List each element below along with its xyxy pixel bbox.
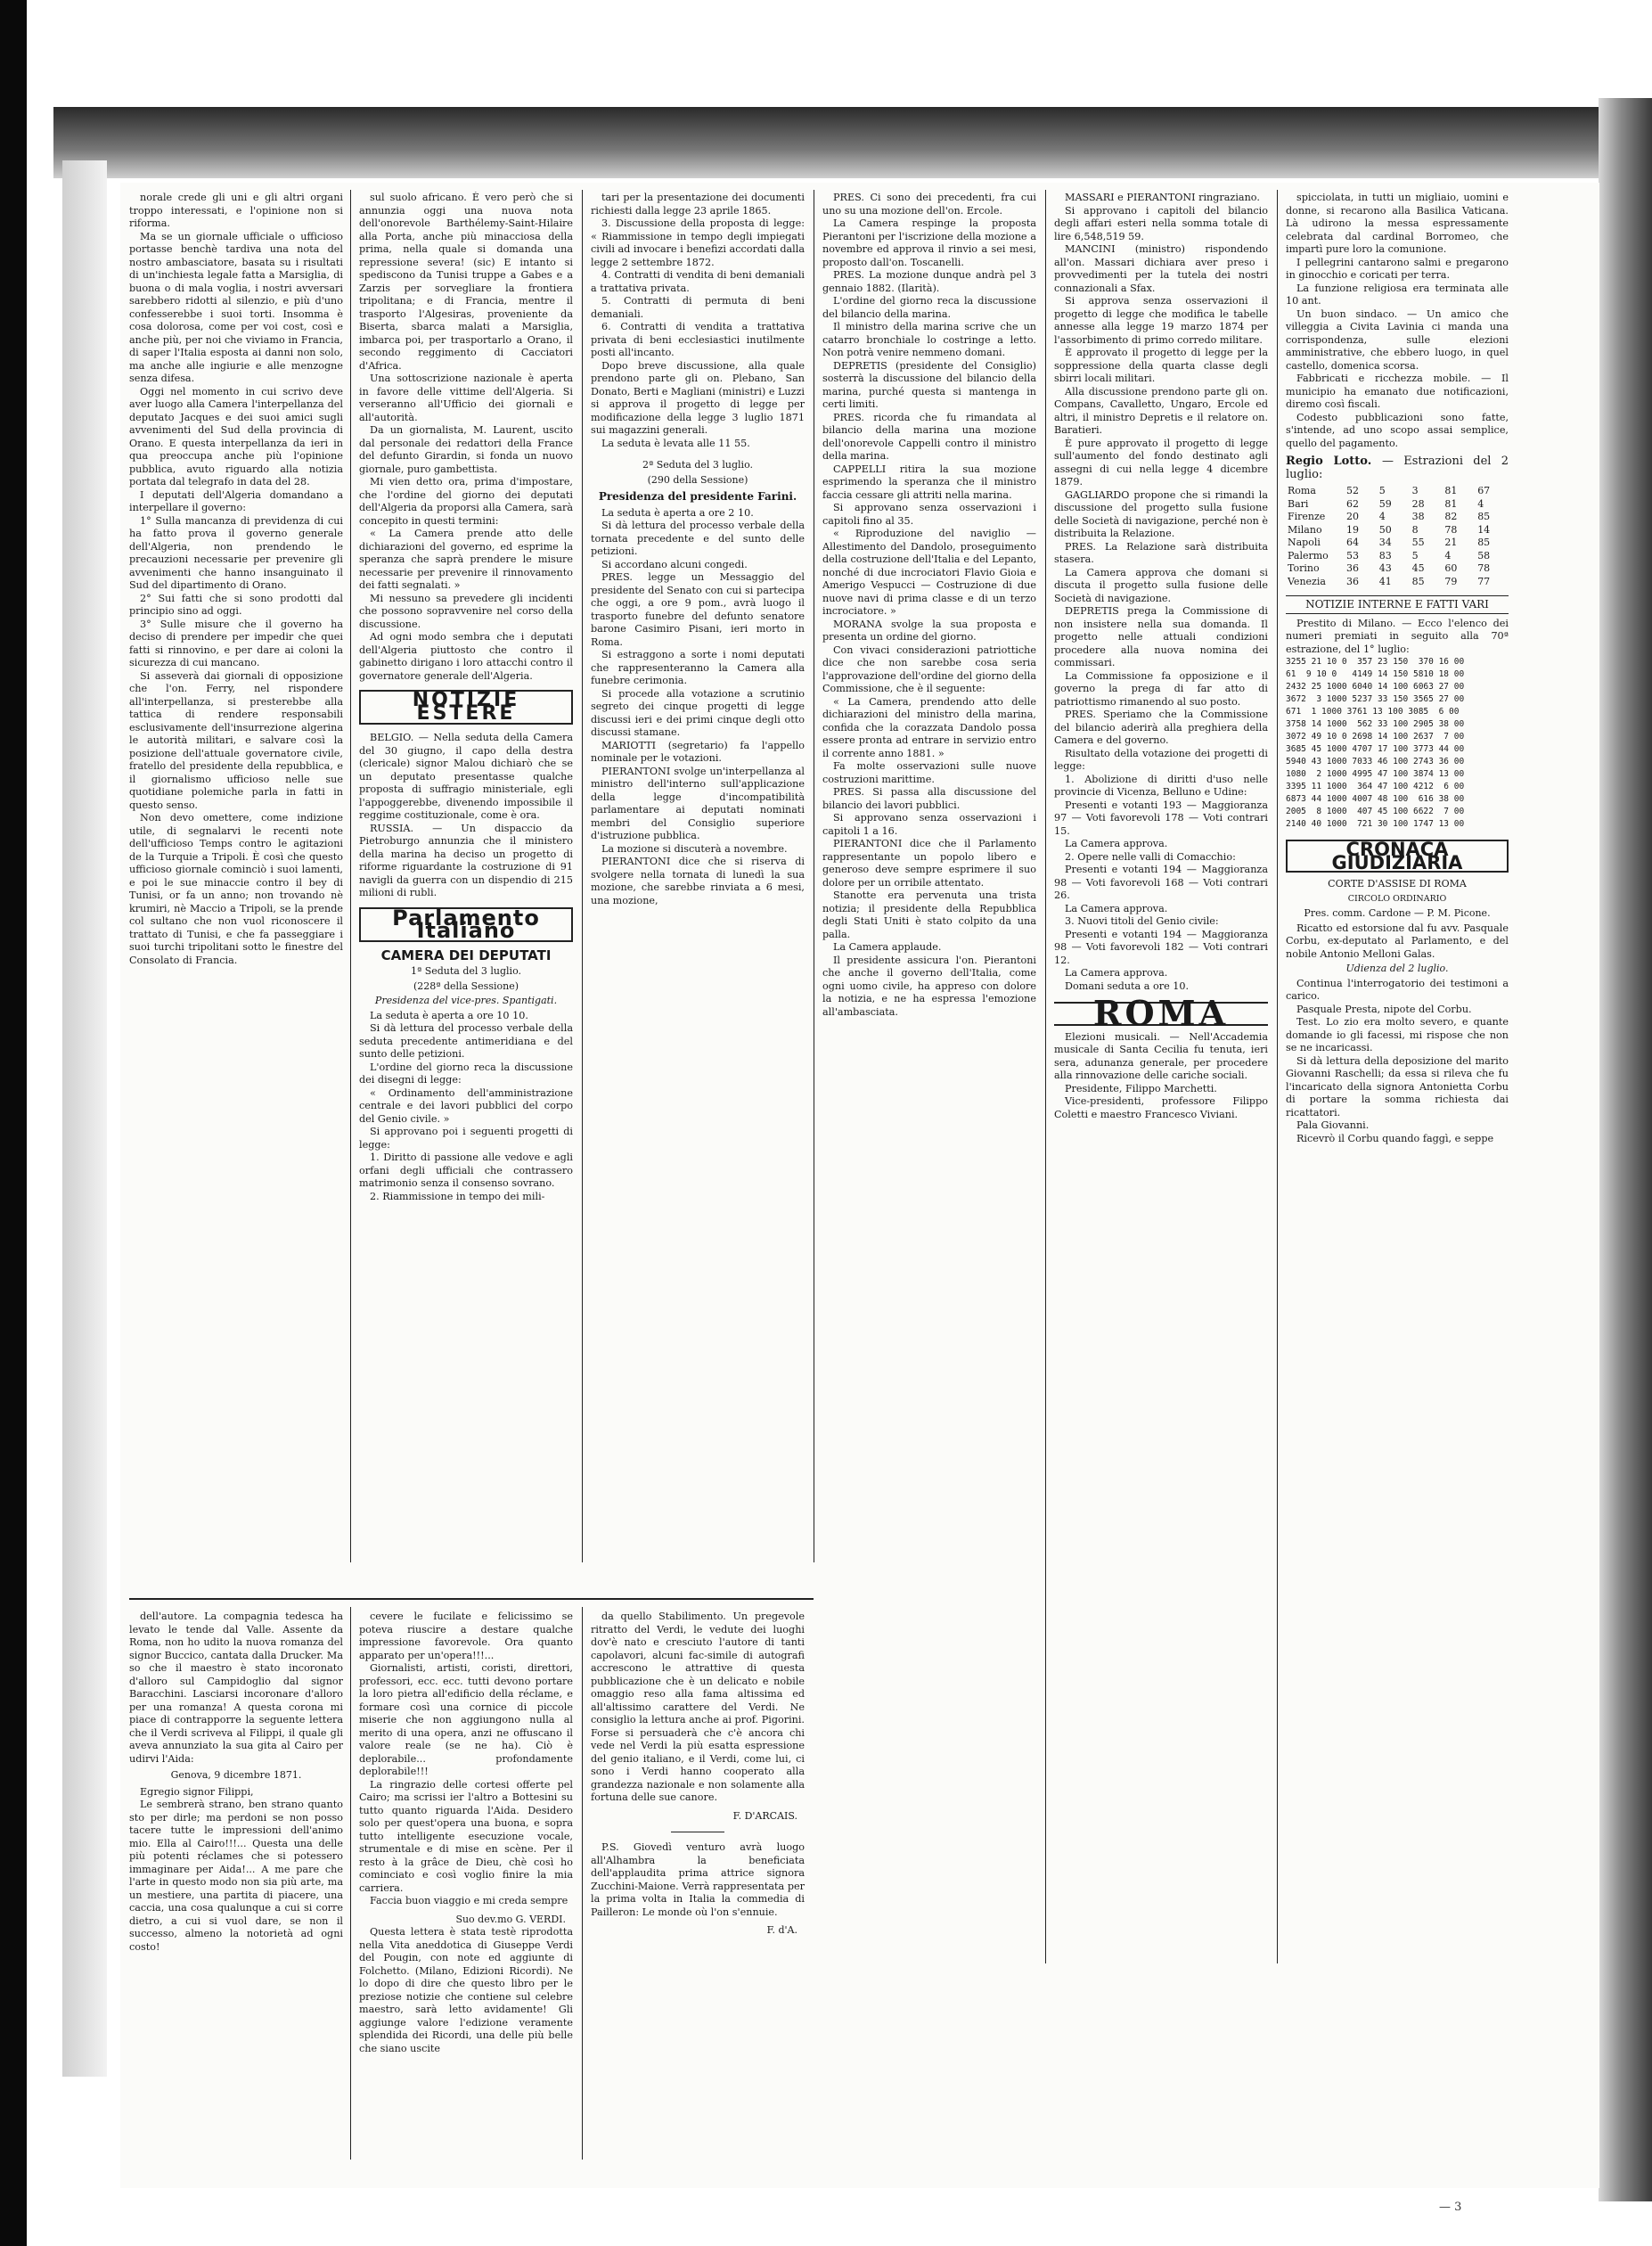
paragraph: 6. Contratti di vendita a trattativa privata di beni ecclesiastici inutilmente posti all'incanto.	[591, 321, 805, 358]
paragraph: Si dà lettura del processo verbale della tornata precedente e del sunto delle petizioni.	[591, 520, 805, 557]
paragraph: La Camera applaude.	[833, 941, 942, 953]
feuilleton-column-1	[129, 1611, 343, 2163]
paragraph: PRES. Ci sono dei precedenti, fra cui uno su una mozione dell'on. Ercole.	[822, 192, 1036, 217]
paragraph: La seduta è aperta a ore 2 10.	[601, 506, 754, 519]
paragraph: Pasquale Presta, nipote del Corbu.	[1296, 1003, 1472, 1015]
paragraph: La mozione si discuterà a novembre.	[601, 842, 788, 855]
lotto-number: 38	[1411, 511, 1425, 522]
feuilleton-rule	[129, 1598, 814, 1600]
prestito-row: 61 9 10 0 4149 14 150 5810 18 00	[1286, 669, 1465, 679]
paragraph: Questa lettera è stata testè riprodotta nella Vita aneddotica di Giuseppe Verdi del Pougin, con note ed aggiunte di Folchetto. (Milano, Edizioni Ricordi). Ne lo dopo di dire che questo libro per le preziose notizie che contiene sul celebre maestro, sarà letto avidamente! Gli aggiunge valore l'edizione veramente splendida dei Ricordi, una delle più belle che siano uscite	[359, 1926, 573, 2054]
column-rule	[350, 1607, 351, 2160]
prestito-row: 1080 2 1000 4995 47 100 3874 13 00	[1286, 769, 1465, 779]
paragraph: È approvato il progetto di legge per la soppressione della quarta classe degli sbirri locali militari.	[1054, 347, 1268, 384]
lotto-number: 53	[1346, 549, 1359, 562]
lotto-number: 81	[1444, 497, 1458, 510]
prestito-row: 3072 49 10 0 2698 14 100 2637 7 00	[1286, 732, 1465, 742]
paragraph: 2. Riammissione in tempo dei mili-	[370, 1190, 545, 1202]
paragraph: 5. Contratti di permuta di beni demaniali.	[591, 295, 805, 320]
lotto-number: 52	[1346, 485, 1359, 496]
paragraph: I pellegrini cantarono salmi e pregarono in ginocchio e coricati per terra.	[1286, 256, 1509, 281]
column-rule	[1277, 190, 1278, 1963]
paragraph: 1° Sulla mancanza di previdenza di cui ha fatto prova il governo generale dell'Algeria, non prendendo le precauzioni necessarie per prevenire gli avvenimenti che hanno insanguinato il Sud del dipartimento di Orano.	[129, 514, 343, 591]
lotto-number: 20	[1346, 511, 1359, 522]
paragraph: Si approva senza osservazioni il progetto di legge che modifica le tabelle annesse alla legge 19 marzo 1874 per l'assorbimento di primo corredo militare.	[1054, 295, 1268, 346]
page-number: — 3	[1439, 2201, 1462, 2214]
paragraph: 2. Opere nelle valli di Comacchio:	[1065, 850, 1236, 863]
paragraph: Stanotte era pervenuta una trista notizia; il presidente della Repubblica degli Stati Uniti è stato colpito da una palla.	[822, 889, 1036, 940]
paragraph: PRES. La Relazione sarà distribuita stasera.	[1054, 540, 1268, 565]
lotto-number: 19	[1346, 523, 1359, 536]
paragraph: Un buon sindaco. — Un amico che villeggia a Civita Lavinia ci manda una corrispondenza, sulle elezioni amministrative, che ebbero luogo, in quel castello, domenica scorsa.	[1286, 307, 1509, 372]
paragraph: PIERANTONI svolge un'interpellanza al ministro dell'interno sull'applicazione della legge d'incompatibilità parlamentare ai deputati nominati membri del Consiglio superiore d'istruzione pubblica.	[591, 765, 805, 841]
lotto-number: 78	[1477, 562, 1491, 574]
paragraph: Faccia buon viaggio e mi creda sempre	[370, 1895, 568, 1906]
paragraph: La Camera approva.	[1065, 967, 1168, 979]
paragraph: PRES. La mozione dunque andrà pel 3 gennaio 1882. (Ilarità).	[822, 269, 1036, 294]
prestito-row: 3255 21 10 0 357 23 150 370 16 00	[1286, 657, 1465, 667]
prestito-row: 2005 8 1000 407 45 100 6622 7 00	[1286, 807, 1465, 816]
column-rule	[350, 190, 351, 1562]
paragraph: Domani seduta a ore 10.	[1065, 980, 1190, 992]
paragraph: « La Camera, prendendo atto delle dichiarazioni del ministro della marina, confida che la corazzata Dandolo possa essere pronta ad entrare in servizio entro il corrente anno 1881. »	[822, 695, 1036, 759]
lotto-number: 4	[1378, 511, 1386, 522]
paragraph: La Camera approva che domani si discuta il progetto sulla fusione delle Società di navigazione.	[1054, 566, 1268, 604]
paragraph: Presenti e votanti 193 — Maggioranza 97 — Voti favorevoli 178 — Voti contrari 15.	[1054, 799, 1268, 837]
lotto-city: Milano	[1288, 523, 1322, 536]
paragraph: La Camera respinge la proposta Pierantoni per l'iscrizione della mozione a novembre ed approva il rinvio a sei mesi, proposto dall'on. Toscanelli.	[822, 217, 1036, 268]
paragraph: GAGLIARDO propone che si rimandi la discussione del progetto sulla fusione delle Società di navigazione, perché non è distribuita la Relazione.	[1054, 488, 1268, 539]
lotto-number: 60	[1444, 562, 1458, 574]
paragraph: Si approvano senza osservazioni i capitoli 1 a 16.	[822, 812, 1036, 837]
column-2	[359, 192, 573, 1582]
paragraph: Presidente, Filippo Marchetti.	[1065, 1082, 1217, 1094]
lotto-heading	[1286, 455, 1509, 481]
paragraph: PRES. legge un Messaggio del presidente del Senato con cui si partecipa che oggi, a ore 9 pom., avrà luogo il trasporto funebre del defunto senatore barone Casimiro Pisani, ieri morto in Roma.	[591, 571, 805, 648]
paragraph: 1. Abolizione di diritti d'uso nelle provincie di Vicenza, Belluno e Udine:	[1054, 773, 1268, 798]
paragraph: Mi nessuno sa prevedere gli incidenti che possono sopravvenire nel corso della discussione.	[359, 592, 573, 630]
paragraph: PRES. Si passa alla discussione del bilancio dei lavori pubblici.	[822, 786, 1036, 811]
lotto-number: 36	[1346, 575, 1359, 587]
paragraph: PIERANTONI dice che si riserva di svolgere nella tornata di lunedì la sua mozione, che sarebbe rinviata a 6 mesi, una mozione,	[591, 856, 805, 906]
paragraph: Continua l'interrogatorio dei testimoni a carico.	[1286, 977, 1509, 1002]
lotto-number: 58	[1477, 549, 1491, 562]
signature: F. d'A.	[766, 1924, 797, 1936]
subsection-title-camera: CAMERA DEI DEPUTATI	[380, 947, 552, 963]
prestito-row: 671 1 1000 3761 13 100 3085 6 00	[1286, 707, 1460, 717]
paragraph: La ringrazio delle cortesi offerte pel Cairo; ma scrissi ier l'altro a Bottesini su tutto quanto riguarda l'Aida. Desidero solo per quest'opera una buona, e sopra tutto intelligente esecuzione vocale, strumentale e di mise en scène. Per il resto à la grâce de Dieu, chè così ho cominciato e così voglio finire la mia carriera.	[359, 1778, 573, 1894]
lotto-city: Roma	[1288, 485, 1316, 496]
lotto-city: Venezia	[1288, 575, 1326, 587]
paragraph: 3. Discussione della proposta di legge: « Riammissione in tempo degli impiegati civili ad invocare i benefizi accordati dalla legge 2 settembre 1872.	[591, 217, 805, 268]
paragraph: 2° Sui fatti che si sono prodotti dal principio sino ad oggi.	[129, 592, 343, 617]
paragraph: dell'autore. La compagnia tedesca ha levato le tende dal Valle. Assente da Roma, non ho udito la nuova romanza del signor Buccico, cantata dalla Drucker. Ma so che il maestro è stato incoronato d'alloro sul Campidoglio dal signor Baracchini. Lasciarsi incoronare d'alloro per una romanza! A questa corona mi piace di contrapporre la seguente lettera che il Verdi scriveva al Filippi, il quale gli aveva annunziato la sua gita al Cairo per udirvi l'Aida:	[129, 1611, 343, 1765]
prestito-row: 5940 43 1000 7033 46 100 2743 36 00	[1286, 757, 1465, 766]
paragraph: Si procede alla votazione a scrutinio segreto dei cinque progetti di legge discussi ieri e dei primi cinque degli otto discussi stamane.	[591, 687, 805, 738]
paragraph: Il ministro della marina scrive che un catarro bronchiale lo costringe a letto. Non potrà venire nemmeno domani.	[822, 321, 1036, 358]
section-title-parlamento: Parlamento Italiano	[359, 907, 573, 942]
section-title-roma: ROMA	[1054, 1002, 1268, 1026]
letter-salutation: Egregio signor Filippi,	[140, 1785, 254, 1798]
paragraph: Si asseverà dai giornali di opposizione che l'on. Ferry, nel rispondere all'interpellanza, si presterebbe alla tattica di rendere responsabili esclusivamente dell'insurrezione algerina le autorità militari, e salvare così la posizione dell'attuale governatore civile, fratello del presidente della repubblica, e il giornalismo ufficioso nelle sue quotidiane polemiche parla in fatti in questo senso.	[129, 669, 343, 811]
corte-label: CORTE D'ASSISE DI ROMA	[1328, 878, 1467, 889]
paragraph: Elezioni musicali. — Nell'Accademia musicale di Santa Cecilia fu tenuta, ieri sera, adunanza generale, per procedere alla rinnovazione delle cariche sociali.	[1054, 1030, 1268, 1081]
lotto-number: 62	[1346, 497, 1359, 510]
paragraph: Dopo breve discussione, alla quale prendono parte gli on. Plebano, San Donato, Berti e Magliani (ministri) e Luzzi si approva il progetto di legge per modificazione della legge 3 luglio 1871 sui magazzini generali.	[591, 359, 805, 436]
scan-border-top	[27, 0, 1652, 107]
column-rule	[582, 190, 583, 1562]
lotto-table	[1286, 485, 1509, 588]
paragraph: Le sembrerà strano, ben strano quanto sto per dirle; ma perdoni se non posso tacere tutte le impressioni dell'animo mio. Ella al Cairo!!!... Questa una delle più potenti réclames che si potessero immaginare per Aida!... A me pare che l'arte in questo modo non sia più arte, ma un mestiere, una partita di piacere, una caccia, una cosa qualunque a cui si corre dietro, a cui si vuol dare, se non il successo, almeno la notorietà ad ogni costo!	[129, 1799, 343, 1953]
paragraph: MARIOTTI (segretario) fa l'appello nominale per le votazioni.	[591, 739, 805, 764]
paragraph: Presenti e votanti 194 — Maggioranza 98 — Voti favorevoli 182 — Voti contrari 12.	[1054, 928, 1268, 966]
letter-date: Genova, 9 dicembre 1871.	[170, 1769, 302, 1781]
sessione-label: (228ª della Sessione)	[413, 980, 519, 992]
signature: F. D'ARCAIS.	[732, 1809, 797, 1822]
paragraph: La funzione religiosa era terminata alle 10 ant.	[1286, 282, 1509, 307]
column-rule	[1045, 190, 1046, 1963]
paragraph: Non devo omettere, come indizione utile, di segnalarvi le recenti note dell'ufficioso Temps contro le agitazioni de la Turquie a Tripoli. È così che questo ufficioso giornale cominciò i suoi lamenti, e poi le sue minaccie contro il bey di Tunisi, or fa un anno; non trovando nè krumiri, nè Maccio a Tripoli, se la prende col sultano che non vuol riconoscere il trattato di Tunisi, e che fa passeggiare i suoi turchi tripolitani sotto le finestre del Consolato di Francia.	[129, 812, 343, 966]
lotto-number: 55	[1411, 537, 1425, 548]
paragraph: RUSSIA. — Un dispaccio da Pietroburgo annunzia che il ministero della marina ha deciso un progetto di riforme riguardante la costruzione di 91 navigli da guerra con un dispendio di 215 milioni di rubli.	[359, 822, 573, 898]
lotto-number: 67	[1477, 485, 1491, 496]
paragraph: da quello Stabilimento. Un pregevole ritratto del Verdi, le vedute dei luoghi dov'è nato e cresciuto l'autore di tanti capolavori, alcuni fac-simile di autografi accrescono le attrattive di questa pubblicazione che è un delicato e nobile omaggio reso alla fama altissima ed all'altissimo carattere del Verdi. Ne consiglio la lettura anche ai prof. Pigorini. Forse si persuaderà che c'è ancora chi vede nel Verdi la più esatta espressione del genio italiano, e il Verdi, come lui, ci sono i Verdi hanno cooperato alla grandezza nazionale e non solamente alla fortuna delle sue canore.	[591, 1611, 805, 1803]
paragraph: BELGIO. — Nella seduta della Camera del 30 giugno, il capo della destra (clericale) signor Malou dichiarò che se un deputato presentasse qualche proposta di suffragio ministeriale, egli l'appoggerebbe, divenendo impossibile il reggime costituzionale, come è ora.	[359, 732, 573, 821]
section-title-cronaca: CRONACA GIUDIZIARIA	[1286, 840, 1509, 873]
paragraph: 3. Nuovi titoli del Genio civile:	[1065, 915, 1219, 927]
prestito-row: 3758 14 1000 562 33 100 2905 38 00	[1286, 719, 1465, 729]
lotto-city: Firenze	[1288, 511, 1326, 522]
prestito-row: 3672 3 1000 5237 33 150 3565 27 00	[1286, 694, 1465, 704]
scan-border-right	[1599, 98, 1652, 2201]
lotto-row	[1286, 485, 1509, 498]
prestito-row: 3685 45 1000 4707 17 100 3773 44 00	[1286, 744, 1465, 754]
signature: Suo dev.mo G. VERDI.	[455, 1913, 566, 1925]
lotto-number: 3	[1411, 485, 1419, 496]
paragraph: Prestito di Milano. — Ecco l'elenco dei numeri premiati in seguito alla 70ª estrazione, del 1° luglio:	[1286, 617, 1509, 655]
lotto-number: 59	[1378, 497, 1392, 510]
paragraph: Giornalisti, artisti, coristi, direttori, professori, ecc. ecc. tutti devono portare la loro pietra all'edificio della réclame, e formare così una cornice di piccole miserie che non aggiungono nulla al merito di una opera, anzi ne offuscano il valore reale (se ne ha). Ciò è deplorabile... profondamente deplorabile!!!	[359, 1662, 573, 1777]
paragraph: Il presidente assicura l'on. Pierantoni che anche il governo dell'Italia, come ogni uomo civile, ha appreso con dolore la notizia, e ne ha espressa l'emozione all'ambasciata.	[822, 954, 1036, 1018]
paragraph: Si estraggono a sorte i nomi deputati che rappresenteranno la Camera alla funebre cerimonia.	[591, 649, 805, 686]
column-3	[591, 192, 805, 1582]
paragraph: norale crede gli uni e gli altri organi troppo interessati, e l'opinione non si riforma.	[129, 192, 343, 229]
paragraph: I deputati dell'Algeria domandano a interpellare il governo:	[129, 488, 343, 513]
paragraph: 4. Contratti di vendita di beni demaniali a trattativa privata.	[591, 269, 805, 294]
paragraph: Si approvano senza osservazioni i capitoli fino al 35.	[822, 502, 1036, 527]
paragraph: Ricatto ed estorsione dal fu avv. Pasquale Corbu, ex-deputato al Parlamento, e del nobile Antonio Melloni Galas.	[1286, 922, 1509, 960]
column-5	[1054, 192, 1268, 1965]
lotto-number: 5	[1411, 549, 1419, 562]
column-rule	[582, 1607, 583, 2160]
lotto-city: Bari	[1288, 497, 1309, 510]
paragraph: Oggi nel momento in cui scrivo deve aver luogo alla Camera l'interpellanza del deputato Jacques e dei suoi amici sugli avvenimenti del Sud della provincia di Orano. E questa interpellanza da ieri in qua preoccupa anche più l'opinione pubblica, avuto riguardo alla notizia portata dal telegrafo in data del 28.	[129, 385, 343, 488]
lotto-number: 83	[1378, 549, 1392, 562]
paragraph: 3° Sulle misure che il governo ha deciso di prendere per impedir che quei fatti si rinnovino, e per dare ai coloni la sicurezza di cui mancano.	[129, 618, 343, 668]
page-fold-left	[62, 160, 107, 2077]
prestito-table	[1286, 656, 1509, 831]
paragraph: L'ordine del giorno reca la discussione dei disegni di legge:	[359, 1061, 573, 1086]
lotto-subtitle: — Estrazioni del 2 luglio:	[1286, 455, 1509, 481]
paragraph: Ad ogni modo sembra che i deputati dell'Algeria piuttosto che contro il gabinetto dirigano i loro attacchi contro il governatore generale dell'Algeria.	[359, 631, 573, 682]
paragraph: DEPRETIS prega la Commissione di non insistere nella sua domanda. Il progetto nelle attuali condizioni procedere alla nuova nomina dei commissari.	[1054, 605, 1268, 668]
paragraph: Si dà lettura della deposizione del marito Giovanni Raschelli; da essa si rileva che fu l'incaricato della signora Antonietta Corbu di portare la somma richiesta dai ricattatori.	[1286, 1054, 1509, 1119]
sessione-label: (290 della Sessione)	[647, 473, 748, 486]
lotto-number: 4	[1444, 549, 1452, 562]
scan-border-left	[0, 0, 27, 2246]
prestito-row: 6873 44 1000 4007 48 100 616 38 00	[1286, 794, 1465, 804]
paragraph: Mi vien detto ora, prima d'impostare, che l'ordine del giorno dei deputati dell'Algeria da proporsi alla Camera, sarà concepito in questi termini:	[359, 476, 573, 527]
column-6	[1286, 192, 1509, 1965]
feuilleton-column-3	[591, 1611, 805, 2163]
paragraph: Si approvano poi i seguenti progetti di legge:	[359, 1126, 573, 1151]
paragraph: sul suolo africano. È vero però che si annunzia oggi una nuova nota dell'onorevole Barthélemy-Saint-Hilaire alla Porta, anche più minacciosa della prima, nella quale si domanda una repressione severa! (sic) E intanto si spediscono da Tunisi truppe a Gabes e a Zarzis per sorvegliare la frontiera tripolitana; e di Francia, mentre il trasporto l'Algesiras, proveniente da Biserta, sbarca malati a Marsiglia, imbarca poi, per trasportarlo a Orano, il secondo reggimento di Cacciatori d'Africa.	[359, 192, 573, 372]
lotto-number: 85	[1477, 511, 1491, 522]
circolo-label: CIRCOLO ORDINARIO	[1347, 893, 1447, 904]
paragraph: Ma se un giornale ufficiale o ufficioso portasse benchè tardiva una nota del nostro ambasciatore, basata su i risultati di un'inchiesta legale fatta a Marsiglia, di buona o di mala voglia, i nostri avversari sarebbero ridotti al silenzio, e più d'uno confesserebbe i suoi torti. Insomma è cosa dolorosa, come per voi cost, così e anche più, per noi che viviamo in Francia, di saper l'Italia esposta ai danni non solo, ma anche alle ingiurie e alle menzogne senza difesa.	[129, 230, 343, 384]
paragraph: Da un giornalista, M. Laurent, uscito dal personale dei redattori della France del defunto Girardin, si fonda un nuovo giornale, puro gambettista.	[359, 424, 573, 475]
lotto-number: 82	[1444, 511, 1458, 522]
paragraph: spicciolata, in tutti un migliaio, uomini e donne, si recarono alla Basilica Vaticana. Là udirono la messa espressamente celebrata dal cardinal Borromeo, che impartì pure loro la comunione.	[1286, 192, 1509, 255]
newspaper-page	[120, 183, 1599, 2214]
paragraph: Test. Lo zio era molto severo, e quante domande io gli facessi, mi rispose che non se ne incaricassi.	[1286, 1016, 1509, 1053]
paragraph: MASSARI e PIERANTONI ringraziano.	[1065, 192, 1260, 203]
paragraph: « La Camera prende atto delle dichiarazioni del governo, ed esprime la speranza che saprà prendere le misure necessarie per prevenire il rinnovamento dei fatti segnalati. »	[359, 528, 573, 591]
paragraph: Si approvano i capitoli del bilancio degli affari esteri nella somma totale di lire 6,548,519 59.	[1054, 204, 1268, 242]
column-1	[129, 192, 343, 1582]
paragraph: DEPRETIS (presidente del Consiglio) sosterrà la discussione del bilancio della marina, purché questa si mantenga in certi limiti.	[822, 359, 1036, 410]
lotto-number: 85	[1477, 537, 1491, 548]
prestito-row: 2140 40 1000 721 30 100 1747 13 00	[1286, 819, 1465, 829]
paragraph: La Camera approva.	[1065, 902, 1168, 914]
lotto-row	[1286, 562, 1509, 576]
feuilleton-column-2	[359, 1611, 573, 2163]
lotto-number: 64	[1346, 537, 1359, 548]
paragraph: 1. Diritto di passione alle vedove e agli orfani degli ufficiali che contrassero matrimonio senza il consenso sovrano.	[359, 1152, 573, 1189]
paragraph: Fa molte osservazioni sulle nuove costruzioni marittime.	[822, 760, 1036, 785]
paragraph: PRES. ricorda che fu rimandata al bilancio della marina una mozione dell'onorevole Cappelli contro il ministro della marina.	[822, 411, 1036, 462]
paragraph: Alla discussione prendono parte gli on. Compans, Cavalletto, Ungaro, Ercole ed altri, il ministro Depretis e il relatore on. Baratieri.	[1054, 385, 1268, 436]
paragraph: Codesto pubblicazioni sono fatte, s'intende, ad uno scopo assai semplice, quello del pagamento.	[1286, 411, 1509, 449]
paragraph: La Camera approva.	[1065, 838, 1168, 849]
lotto-number: 5	[1378, 485, 1386, 496]
lotto-row	[1286, 576, 1509, 589]
paragraph: Con vivaci considerazioni patriottiche dice che non sarebbe cosa seria l'approvazione dell'ordine del giorno della Commissione, che è il seguente:	[822, 643, 1036, 694]
udienza-label: Udienza del 2 luglio.	[1345, 963, 1449, 974]
paragraph: Si dà lettura del processo verbale della seduta precedente antimeridiana e del sunto delle petizioni.	[359, 1022, 573, 1060]
lotto-row	[1286, 511, 1509, 524]
paragraph: tari per la presentazione dei documenti richiesti dalla legge 23 aprile 1865.	[591, 192, 805, 217]
paragraph: Ricevrò il Corbu quando faggì, e seppe	[1296, 1132, 1494, 1144]
paragraph: PIERANTONI dice che il Parlamento rappresentante un popolo libero e generoso deve sempre esprimere il suo dolore per un orribile attentato.	[822, 838, 1036, 889]
section-title-notizie-interne: NOTIZIE INTERNE E FATTI VARI	[1286, 595, 1509, 614]
paragraph: La seduta è aperta a ore 10 10.	[370, 1009, 528, 1021]
lotto-title: Regio Lotto.	[1286, 455, 1372, 468]
paragraph: Una sottoscrizione nazionale è aperta in favore delle vittime dell'Algeria. Si verseranno all'Ufficio dei giornali e all'autorità.	[359, 373, 573, 423]
lotto-number: 45	[1411, 562, 1425, 574]
lotto-number: 43	[1378, 562, 1392, 574]
lotto-row	[1286, 550, 1509, 563]
seduta-label: 1ª Seduta del 3 luglio.	[410, 965, 522, 977]
paragraph: MORANA svolge la sua proposta e presenta un ordine del giorno.	[822, 618, 1036, 643]
paragraph: CAPPELLI ritira la sua mozione esprimendo la speranza che il ministro faccia cessare gli attriti nella marina.	[822, 463, 1036, 501]
lotto-number: 8	[1411, 523, 1419, 536]
paragraph: P.S. Giovedì venturo avrà luogo all'Alhambra la beneficiata dell'applaudita prima attrice signora Zucchini-Maione. Verrà rappresentata per la prima volta in Italia la commedia di Pailleron: Le monde où l'on s'ennuie.	[591, 1841, 805, 1918]
paragraph: MANCINI (ministro) rispondendo all'on. Massari dichiara aver preso i provvedimenti per la tutela dei nostri connazionali a Sfax.	[1054, 243, 1268, 294]
lotto-number: 34	[1378, 537, 1392, 548]
lotto-city: Palermo	[1288, 549, 1329, 562]
paragraph: Pala Giovanni.	[1296, 1119, 1370, 1131]
paragraph: La seduta è levata alle 11 55.	[601, 437, 750, 449]
presidente-label: Pres. comm. Cardone — P. M. Picone.	[1304, 907, 1491, 919]
paragraph: Vice-presidenti, professore Filippo Coletti e maestro Francesco Viviani.	[1054, 1095, 1268, 1120]
paragraph: Fabbricati e ricchezza mobile. — Il municipio ha emanato due notificazioni, diremo così fiscali.	[1286, 373, 1509, 410]
lotto-city: Torino	[1288, 562, 1320, 574]
seduta-label: 2ª Seduta del 3 luglio.	[642, 459, 754, 471]
lotto-number: 28	[1411, 497, 1425, 510]
paragraph: La Commissione fa opposizione e il governo la prega di far atto di patriottismo rimanendo al suo posto.	[1054, 669, 1268, 708]
lotto-number: 4	[1477, 497, 1484, 510]
paragraph: Risultato della votazione dei progetti di legge:	[1054, 747, 1268, 772]
lotto-row	[1286, 537, 1509, 550]
lotto-number: 81	[1444, 485, 1458, 496]
lotto-number: 50	[1378, 523, 1392, 536]
lotto-number: 85	[1411, 575, 1425, 587]
paragraph: L'ordine del giorno reca la discussione del bilancio della marina.	[822, 295, 1036, 320]
lotto-number: 79	[1444, 575, 1458, 587]
paragraph: Si accordano alcuni congedi.	[601, 558, 748, 570]
lotto-row	[1286, 524, 1509, 537]
paragraph: cevere le fucilate e felicissimo se poteva riuscire a destare qualche impressione favorevole. Ora quanto apparato per un'opera!!!...	[359, 1611, 573, 1661]
lotto-number: 41	[1378, 575, 1392, 587]
paragraph: « Riproduzione del naviglio — Allestimento del Dandolo, proseguimento della costruzione dell'Italia e del Lepanto, nonché di due incrociatori Flavio Gioia e Amerigo Vespucci — Costruzione di due nuove navi di prima classe e di un terzo incrociatore. »	[822, 528, 1036, 617]
prestito-row: 2432 25 1000 6040 14 100 6063 27 00	[1286, 682, 1465, 692]
column-4	[822, 192, 1036, 1965]
presidenza-label: Presidenza del vice-pres. Spantigati.	[374, 995, 558, 1006]
lotto-number: 36	[1346, 562, 1359, 574]
scan-shadow-top	[53, 107, 1613, 178]
lotto-number: 14	[1477, 523, 1491, 536]
prestito-row: 3395 11 1000 364 47 100 4212 6 00	[1286, 782, 1465, 791]
paragraph: Presenti e votanti 194 — Maggioranza 98 — Voti favorevoli 168 — Voti contrari 26.	[1054, 864, 1268, 901]
paragraph: PRES. Speriamo che la Commissione del bilancio aderirà alla preghiera della Camera e del governo.	[1054, 709, 1268, 746]
lotto-number: 21	[1444, 537, 1458, 548]
lotto-city: Napoli	[1288, 537, 1321, 548]
section-title-notizie-estere: NOTIZIE ESTERE	[359, 690, 573, 725]
paragraph: È pure approvato il progetto di legge sull'aumento del fondo destinato agli assegni di cui nella legge 4 dicembre 1879.	[1054, 437, 1268, 488]
lotto-number: 77	[1477, 575, 1491, 587]
presidenza-label: Presidenza del presidente Farini.	[598, 490, 797, 503]
lotto-row	[1286, 498, 1509, 512]
lotto-number: 78	[1444, 523, 1458, 536]
paragraph: « Ordinamento dell'amministrazione centrale e dei lavori pubblici del corpo del Genio civile. »	[359, 1086, 573, 1125]
